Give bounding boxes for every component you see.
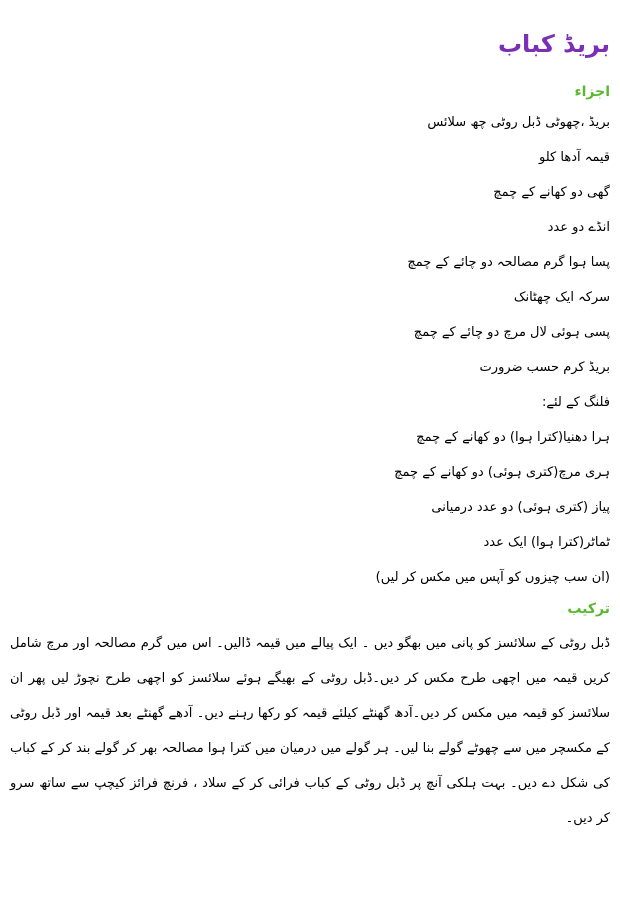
method-paragraph: ڈبل روٹی کے سلائسز کو پانی میں بھگو دیں ۔ ایک پیالے میں قیمہ ڈالیں۔ اس میں گرم مصالحہ اور مرچ شامل کریں قیمہ میں اچھی طرح مکس کر دیں۔ڈبل روٹی کے بھیگے ہوئے سلائسز کو اچھی طرح نچوڑ لیں پھر ان سلائسز کو قیمہ میں مکس کر دیں۔آدھ گھنٹے کیلئے قیمہ کو رکھا رہنے دیں۔ آدھے گھنٹے بعد قیمہ اور ڈبل روٹی کے مکسچر میں سے چھوٹے گولے بنا لیں۔ ہر گولے میں درمیان میں کترا ہوا مصالحہ بھر کر گولے بند کر کے کباب کی شکل دے دیں۔ بہت ہلکی آنچ پر ڈبل روٹی کے کباب فرائی کر کے سلاد ، فرنچ فرائز کیچپ سے ساتھ سرو کر دیں۔ — [10, 635, 610, 826]
ingredient-item: پسی ہوئی لال مرچ دو چائے کے چمچ — [413, 325, 610, 341]
ingredient-note: (ان سب چیزوں کو آپس میں مکس کر لیں) — [375, 570, 610, 586]
ingredient-item: سرکہ ایک چھٹانک — [513, 290, 610, 306]
ingredient-item: قیمہ آدھا کلو — [539, 150, 610, 166]
ingredient-item: پیاز (کتری ہوئی) دو عدد درمیانی — [431, 500, 610, 516]
ingredients-heading: اجزاء — [574, 83, 610, 100]
method-heading: ترکیب — [567, 601, 610, 618]
ingredient-item: گھی دو کھانے کے چمچ — [493, 185, 610, 201]
ingredients-list — [10, 114, 610, 587]
ingredient-item: ہرا دھنیا(کترا ہوا) دو کھانے کے چمچ — [416, 430, 610, 446]
ingredient-item: ٹماٹر(کترا ہوا) ایک عدد — [483, 535, 610, 551]
page-title: بریڈ کباب — [497, 30, 610, 58]
filling-subheading: فلنگ کے لئے: — [541, 395, 610, 411]
ingredient-item: بریڈ کرم حسب ضرورت — [479, 360, 610, 376]
ingredient-item: پسا ہوا گرم مصالحہ دو چائے کے چمچ — [407, 255, 610, 271]
ingredient-item: انڈے دو عدد — [547, 220, 610, 236]
ingredient-item: ہری مرچ(کتری ہوئی) دو کھانے کے چمچ — [394, 465, 610, 481]
ingredient-item: بریڈ ،چھوٹی ڈبل روٹی چھ سلائس — [427, 115, 610, 131]
